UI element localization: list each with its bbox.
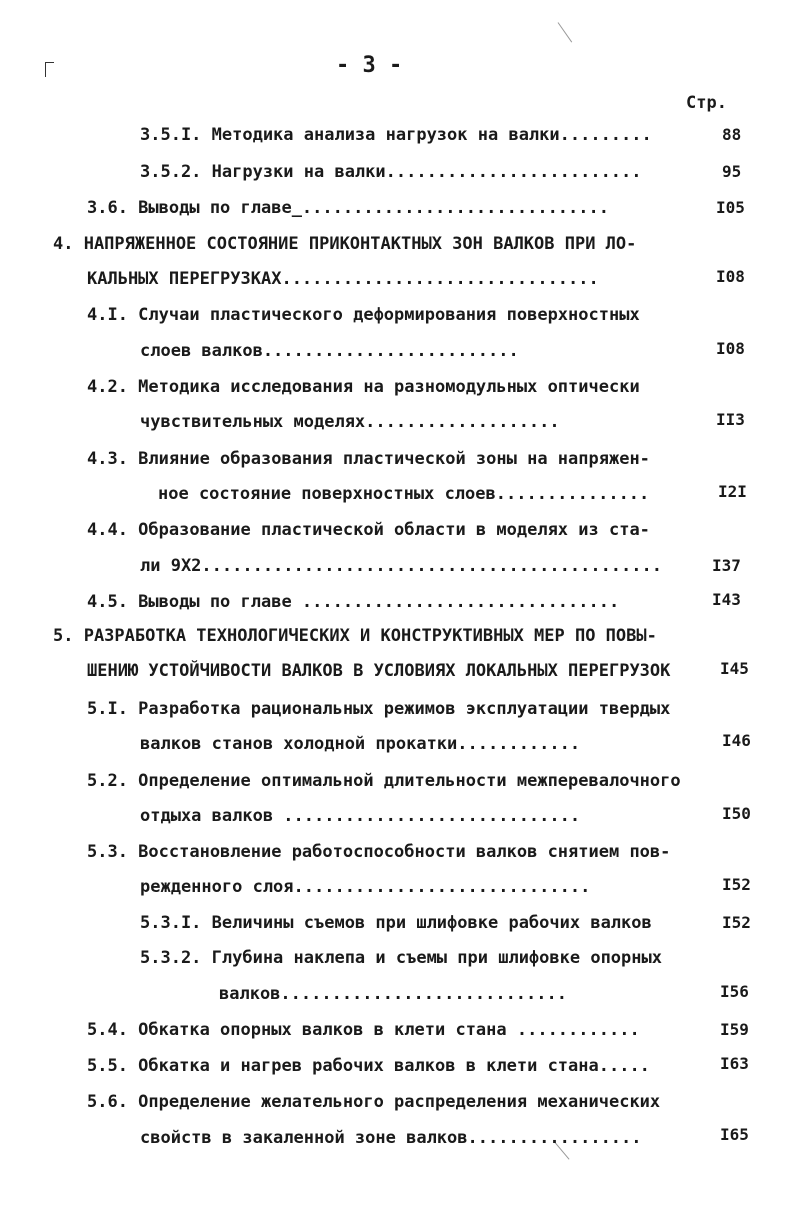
toc-entry-text: 3.6. Выводы по главе_.............................. [87,198,609,218]
toc-page-number: I2I [718,482,747,501]
toc-page-number: I59 [720,1020,749,1039]
toc-page-number: I52 [722,875,751,894]
toc-entry-text-continued: КАЛЬНЫХ ПЕРЕГРУЗКАХ............................... [87,269,599,289]
toc-entry-text-continued: валков станов холодной прокатки............ [140,734,581,754]
toc-entry-text: 5.2. Определение оптимальной длительности межперевалочного [87,771,681,791]
toc-entry-text-continued: чувствительных моделях................... [140,412,560,432]
toc-entry-text-continued: свойств в закаленной зоне валков................. [140,1128,642,1148]
page-column-label: Стр. [686,93,727,113]
toc-page-number: I37 [712,556,741,575]
toc-entry-text-continued: ли 9Х2............................................. [140,556,662,576]
toc-page-number: I46 [722,731,751,750]
toc-entry-text-continued: отдыха валков ............................. [140,806,581,826]
corner-mark [45,62,54,77]
toc-page-number: I43 [712,590,741,609]
toc-entry-text: 5. РАЗРАБОТКА ТЕХНОЛОГИЧЕСКИХ И КОНСТРУКТИВНЫХ МЕР ПО ПОВЫ- [53,626,657,646]
toc-page-number: II3 [716,410,745,429]
toc-page-number: I63 [720,1054,749,1073]
toc-page-number: I50 [722,804,751,823]
toc-page-number: I56 [720,982,749,1001]
toc-entry-text: 4.2. Методика исследования на разномодульных оптически [87,377,640,397]
toc-page-number: 88 [722,125,742,144]
toc-page-number: I08 [716,267,745,286]
toc-entry-text-continued: валков............................ [219,984,567,1004]
toc-page-number: I65 [720,1125,749,1144]
page-number: - 3 - [336,53,403,78]
toc-entry-text: 5.4. Обкатка опорных валков в клети стана ............ [87,1020,640,1040]
toc-page-number: I08 [716,339,745,358]
toc-page-number: I52 [722,913,751,932]
toc-entry-text: 5.3.2. Глубина наклепа и съемы при шлифовке опорных [140,948,662,968]
toc-entry-text: 4.3. Влияние образования пластической зоны на напряжен- [87,449,650,469]
toc-page-number: 95 [722,162,742,181]
toc-page-number: I05 [716,198,745,217]
toc-entry-text: 3.5.I. Методика анализа нагрузок на валки......... [140,125,652,145]
toc-entry-text: 5.3.I. Величины съемов при шлифовке рабочих валков [140,913,652,933]
toc-entry-text: 3.5.2. Нагрузки на валки......................... [140,162,642,182]
toc-entry-text: 5.3. Восстановление работоспособности валков снятием пов- [87,842,671,862]
toc-entry-text-continued: слоев валков......................... [140,341,519,361]
toc-entry-text-continued: ШЕНИЮ УСТОЙЧИВОСТИ ВАЛКОВ В УСЛОВИЯХ ЛОКАЛЬНЫХ ПЕРЕГРУЗОК [87,661,671,681]
toc-entry-text: 4.I. Случаи пластического деформирования поверхностных [87,305,640,325]
toc-entry-text: 5.I. Разработка рациональных режимов эксплуатации твердых [87,699,671,719]
toc-entry-text: 4.5. Выводы по главе ............................... [87,592,620,612]
toc-entry-text-continued: ное состояние поверхностных слоев............... [158,484,650,504]
toc-entry-text: 4. НАПРЯЖЕННОЕ СОСТОЯНИЕ ПРИКОНТАКТНЫХ ЗОН ВАЛКОВ ПРИ ЛО- [53,234,637,254]
toc-entry-text: 4.4. Образование пластической области в моделях из ста- [87,520,650,540]
toc-entry-text: 5.6. Определение желательного распределения механических [87,1092,661,1112]
toc-page-number: I45 [720,659,749,678]
toc-entry-text-continued: режденного слоя............................. [140,877,591,897]
scan-mark [558,22,573,42]
toc-entry-text: 5.5. Обкатка и нагрев рабочих валков в клети стана..... [87,1056,650,1076]
